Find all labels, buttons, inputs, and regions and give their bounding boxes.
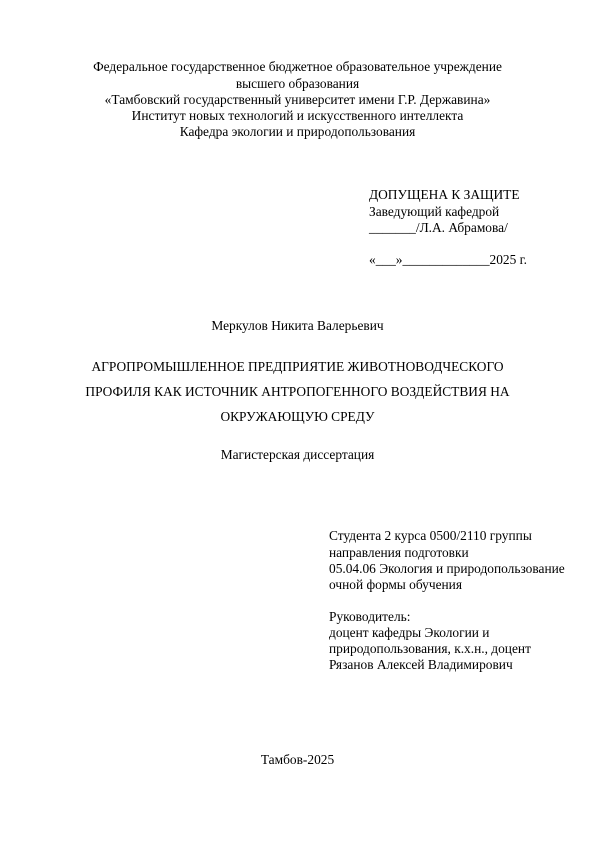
work-type: Магистерская диссертация (220, 447, 375, 462)
header-line-organization: Федеральное государственное бюджетное образовательное учреждение (93, 59, 502, 74)
student-line-specialty: 05.04.06 Экология и природопользование (329, 561, 565, 576)
supervisor-name: Рязанов Алексей Владимирович (329, 657, 513, 672)
approval-admitted: ДОПУЩЕНА К ЗАЩИТЕ (369, 187, 520, 202)
supervisor-label: Руководитель: (329, 609, 411, 624)
thesis-title-line: ПРОФИЛЯ КАК ИСТОЧНИК АНТРОПОГЕННОГО ВОЗДЕЙСТВИЯ НА (85, 384, 510, 399)
supervisor-position: доцент кафедры Экологии и (329, 625, 490, 640)
thesis-title-line: ОКРУЖАЮЩУЮ СРЕДУ (220, 409, 375, 424)
header-line-institute: Институт новых технологий и искусственного интеллекта (131, 108, 464, 123)
author-name: Меркулов Никита Валерьевич (211, 318, 384, 333)
approval-signature-line: _______/Л.А. Абрамова/ (369, 220, 508, 235)
student-line-course: Студента 2 курса 0500/2110 группы (329, 528, 532, 543)
approval-head-title: Заведующий кафедрой (369, 204, 500, 219)
header-line-department: Кафедра экологии и природопользования (179, 124, 416, 139)
approval-date-line: «___»_____________2025 г. (369, 252, 527, 267)
student-line-direction: направления подготовки (329, 545, 469, 560)
header-line-university: «Тамбовский государственный университет имени Г.Р. Державина» (104, 92, 491, 107)
city-year: Тамбов-2025 (260, 752, 335, 767)
header-line-education-level: высшего образования (235, 76, 360, 91)
supervisor-degree: природопользования, к.х.н., доцент (329, 641, 531, 656)
student-line-form: очной формы обучения (329, 577, 463, 592)
thesis-title-line: АГРОПРОМЫШЛЕННОЕ ПРЕДПРИЯТИЕ ЖИВОТНОВОДЧЕСКОГО (91, 359, 504, 374)
